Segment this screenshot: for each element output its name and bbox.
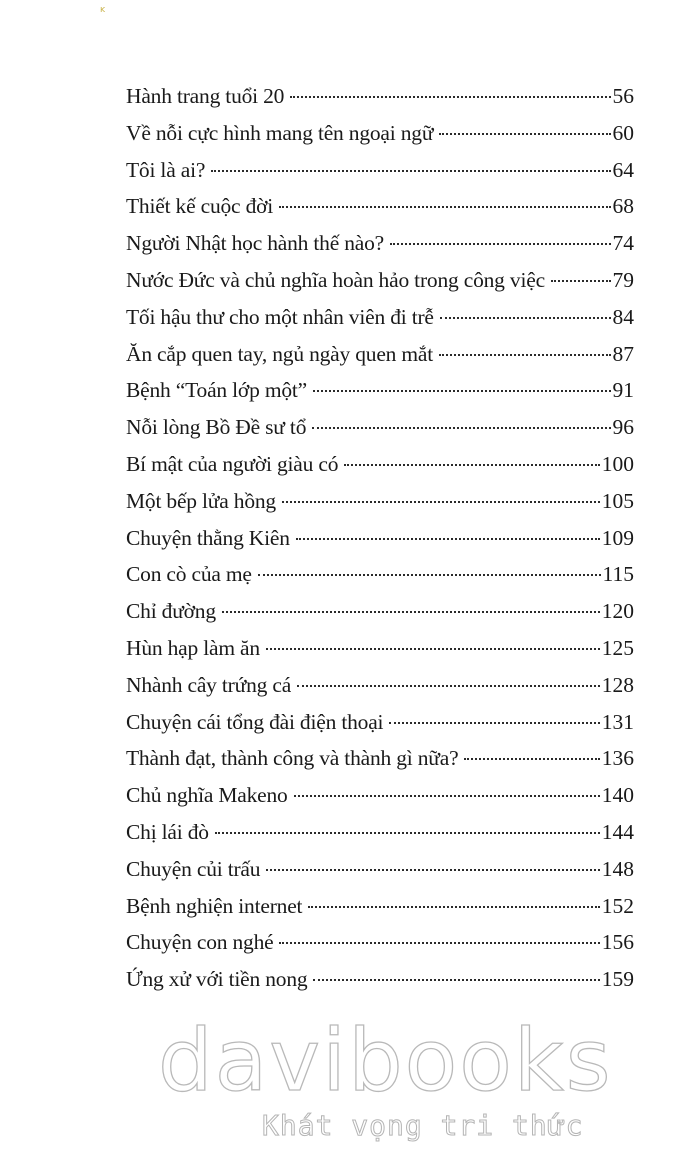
toc-entry-page: 79 [612, 267, 634, 292]
dot-leader [258, 573, 601, 576]
dot-leader [266, 647, 600, 650]
toc-entry [126, 556, 634, 593]
toc-entry-title: Chuyện con nghé [126, 930, 274, 955]
corner-mark: ĸ [100, 5, 106, 15]
toc-entry-title: Bí mật của người giàu có [126, 451, 339, 476]
toc-entry-title: Hành trang tuổi 20 [126, 84, 285, 108]
toc-entry [126, 446, 634, 483]
toc-entry [126, 961, 634, 998]
dot-leader [266, 868, 599, 871]
toc-entry [126, 152, 634, 189]
toc-entry-title: Tôi là ai? [126, 157, 206, 182]
toc-entry [126, 336, 634, 373]
toc-entry-page: 64 [612, 157, 634, 182]
toc-entry [126, 262, 634, 299]
toc-entry [126, 78, 634, 115]
toc-entry-page: 87 [612, 341, 634, 366]
toc-entry [126, 851, 634, 888]
toc-entry [126, 372, 634, 409]
toc-entry-title: Bệnh nghiện internet [126, 893, 303, 918]
dot-leader [211, 169, 610, 172]
toc-entry-title: Chuyện cái tổng đài điện thoại [126, 709, 384, 734]
toc-entry [126, 924, 634, 961]
toc-entry-title: Người Nhật học hành thế nào? [126, 231, 385, 256]
toc-entry-page: 125 [601, 635, 634, 660]
toc-entry-title: Một bếp lửa hồng [126, 488, 276, 513]
toc-entry-page: 140 [601, 783, 634, 808]
toc-entry-page: 60 [612, 120, 634, 145]
toc-entry-page: 131 [601, 709, 634, 734]
toc-entry-title: Nhành cây trứng cá [126, 672, 292, 697]
toc-entry [126, 704, 634, 741]
toc-entry-title: Về nỗi cực hình mang tên ngoại ngữ [126, 120, 434, 145]
toc-entry [126, 630, 634, 667]
dot-leader [279, 205, 610, 208]
toc-entry-title: Chuyện củi trấu [126, 856, 261, 881]
toc-entry-title: Chỉ đường [126, 599, 216, 624]
dot-leader [296, 537, 600, 540]
dot-leader [279, 941, 599, 944]
toc-entry-title: Hùn hạp làm ăn [126, 635, 260, 660]
toc-entry-page: 96 [612, 415, 634, 440]
toc-entry-title: Ứng xử với tiền nong [126, 967, 308, 992]
toc-entry-title: Chị lái đò [126, 819, 209, 844]
dot-leader [439, 353, 610, 356]
toc-entry-title: Con cò của mẹ [126, 562, 252, 587]
toc-entry-page: 144 [601, 819, 634, 844]
dot-leader [390, 242, 610, 245]
toc-entry [126, 225, 634, 262]
toc-entry [126, 667, 634, 704]
dot-leader [440, 316, 611, 319]
toc-entry [126, 740, 634, 777]
dot-leader [222, 610, 600, 613]
toc-entry-title: Chủ nghĩa Makeno [126, 783, 288, 808]
watermark-tagline: Khát vọng tri thức [262, 1109, 584, 1142]
dot-leader [282, 500, 600, 503]
dot-leader [389, 721, 599, 724]
toc-entry-page: 148 [601, 856, 634, 881]
toc-entry [126, 814, 634, 851]
toc-entry-page: 128 [601, 672, 634, 697]
toc-entry [126, 115, 634, 152]
toc-entry-title: Chuyện thằng Kiên [126, 525, 290, 550]
toc-entry [126, 483, 634, 520]
dot-leader [290, 95, 610, 98]
dot-leader [439, 132, 610, 135]
toc-entry-title: Thành đạt, thành công và thành gì nữa? [126, 746, 459, 771]
toc-entry [126, 409, 634, 446]
toc-entry-title: Tối hậu thư cho một nhân viên đi trễ [126, 304, 434, 329]
toc-entry-title: Bệnh “Toán lớp một” [126, 378, 308, 403]
toc-entry-page: 156 [601, 930, 634, 955]
toc-entry [126, 299, 634, 336]
dot-leader [312, 426, 610, 429]
toc-entry-title: Nước Đức và chủ nghĩa hoàn hảo trong công việc [126, 267, 545, 292]
table-of-contents [126, 78, 634, 998]
toc-entry-page: 56 [612, 84, 634, 108]
dot-leader [344, 463, 599, 466]
toc-entry-page: 115 [602, 562, 634, 587]
toc-entry-page: 120 [601, 599, 634, 624]
toc-entry-page: 74 [612, 231, 634, 256]
dot-leader [313, 978, 599, 981]
toc-entry [126, 188, 634, 225]
toc-entry-title: Thiết kế cuộc đời [126, 194, 274, 219]
toc-entry-page: 136 [601, 746, 634, 771]
toc-entry-page: 159 [601, 967, 634, 992]
toc-entry-page: 91 [612, 378, 634, 403]
toc-entry-page: 100 [601, 451, 634, 476]
dot-leader [294, 794, 600, 797]
toc-entry-title: Ăn cắp quen tay, ngủ ngày quen mắt [126, 341, 434, 366]
dot-leader [215, 831, 600, 834]
toc-entry-page: 105 [601, 488, 634, 513]
toc-entry [126, 593, 634, 630]
watermark-brand: davibooks [158, 1011, 613, 1111]
dot-leader [313, 389, 610, 392]
toc-entry-page: 152 [601, 893, 634, 918]
toc-entry [126, 777, 634, 814]
dot-leader [297, 684, 600, 687]
toc-entry [126, 888, 634, 925]
toc-entry-page: 109 [601, 525, 634, 550]
toc-entry [126, 520, 634, 557]
dot-leader [551, 279, 611, 282]
dot-leader [308, 905, 599, 908]
toc-entry-page: 68 [612, 194, 634, 219]
toc-entry-title: Nỗi lòng Bồ Đề sư tổ [126, 415, 307, 440]
dot-leader [464, 757, 599, 760]
toc-entry-page: 84 [612, 304, 634, 329]
